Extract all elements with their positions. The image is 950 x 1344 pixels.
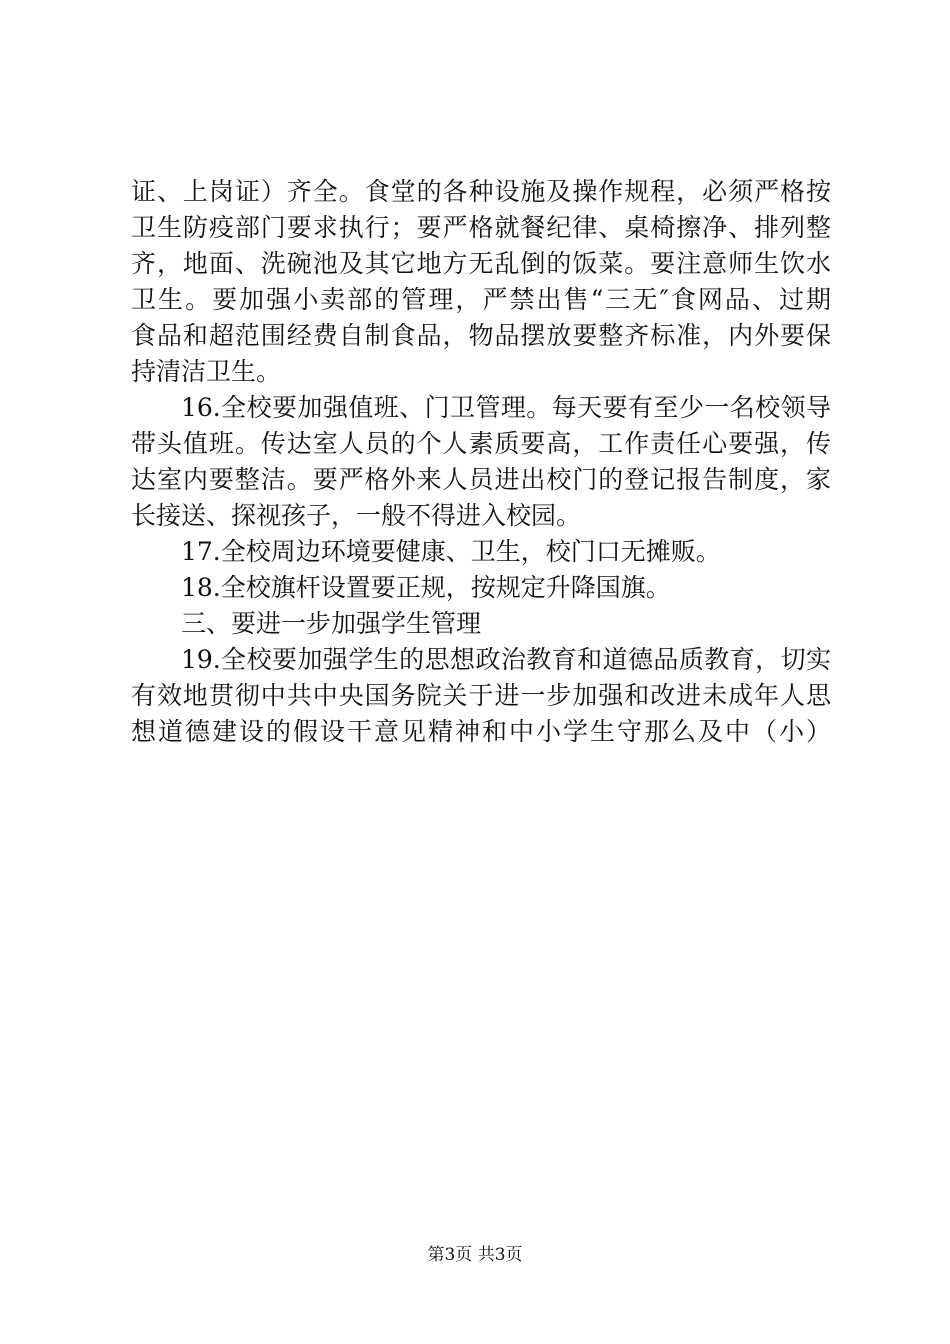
paragraph-item-19 (131, 642, 831, 750)
paragraph-item-16 (131, 390, 831, 534)
text-line: 有效地贯彻中共中央国务院关于进一步加强和改进未成年人思 (131, 681, 831, 710)
text-line: 卫生防疫部门要求执行；要严格就餐纪律、桌椅擦净、排列整 (131, 213, 831, 242)
text-line: 16.全校要加强值班、门卫管理。每天要有至少一名校领导 (181, 393, 831, 422)
text-line: 18.全校旗杆设置要正规，按规定升降国旗。 (181, 573, 671, 602)
page-number-footer: 第3页 共3页 (427, 1245, 523, 1265)
text-line: 证、上岗证）齐全。食堂的各种设施及操作规程，必须严格按 (131, 177, 831, 206)
heading-line: 三、要进一步加强学生管理 (181, 609, 482, 638)
text-line: 带头值班。传达室人员的个人素质要高，工作责任心要强，传 (131, 429, 831, 458)
text-line: 19.全校要加强学生的思想政治教育和道德品质教育，切实 (181, 645, 831, 674)
text-line: 卫生。要加强小卖部的管理，严禁出售“三无″食网品、过期 (131, 285, 831, 314)
text-line: 食品和超范围经费自制食品，物品摆放要整齐标准，内外要保 (131, 321, 831, 350)
text-line: 齐，地面、洗碗池及其它地方无乱倒的饭菜。要注意师生饮水 (131, 249, 831, 278)
text-line: 17.全校周边环境要健康、卫生，校门口无摊贩。 (181, 537, 721, 566)
text-line: 长接送、探视孩子，一般不得进入校园。 (131, 501, 582, 530)
text-line: 持清洁卫生。 (131, 357, 282, 386)
paragraph-item-17 (131, 534, 831, 570)
paragraph-food-hygiene (131, 174, 831, 390)
text-line: 想道德建设的假设干意见精神和中小学生守那么及中（小） (131, 717, 831, 746)
document-body (131, 174, 831, 750)
text-line: 达室内要整洁。要严格外来人员进出校门的登记报告制度，家 (131, 465, 831, 494)
section-heading-student-management (131, 606, 831, 642)
paragraph-item-18 (131, 570, 831, 606)
